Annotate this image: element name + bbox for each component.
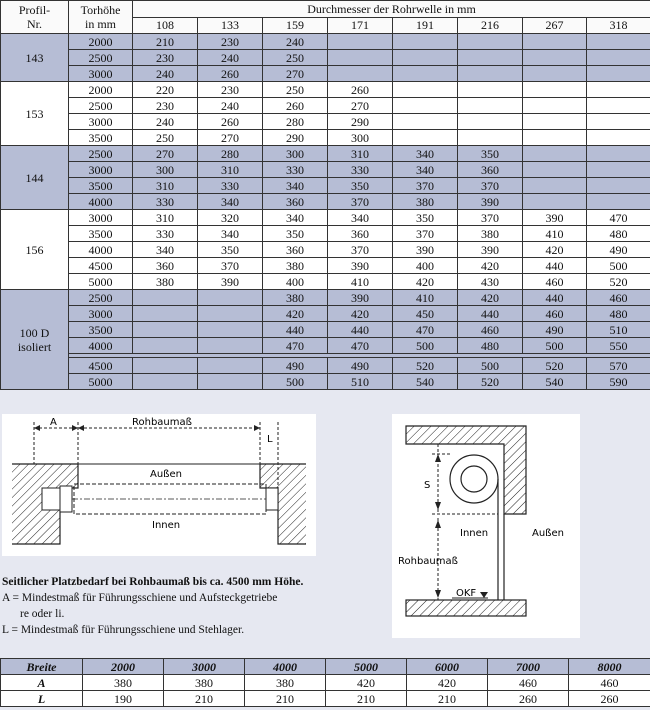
bottom-value-cell: 420: [407, 675, 488, 691]
value-cell: 290: [328, 114, 393, 130]
torhoehe-cell: 3000: [69, 210, 133, 226]
torhoehe-cell: 3500: [69, 322, 133, 338]
value-cell: [328, 66, 393, 82]
value-cell: 460: [458, 322, 523, 338]
profile-cell: [1, 146, 69, 210]
value-cell: 490: [523, 322, 587, 338]
torhoehe-cell: 3000: [69, 114, 133, 130]
value-cell: 310: [133, 178, 198, 194]
table-row: [1, 258, 650, 274]
value-cell: [393, 114, 458, 130]
bottom-header-cell: 4000: [245, 659, 326, 675]
header-diameter: 108: [133, 17, 198, 34]
bottom-value-cell: 380: [83, 675, 164, 691]
header-durchmesser: Durchmesser der Rohrwelle in mm: [133, 1, 650, 18]
value-cell: 510: [587, 322, 650, 338]
value-cell: 330: [263, 162, 328, 178]
bottom-value-cell: 210: [407, 691, 488, 707]
value-cell: 420: [393, 274, 458, 290]
value-cell: 380: [458, 226, 523, 242]
value-cell: 500: [523, 338, 587, 354]
torhoehe-cell: 3500: [69, 226, 133, 242]
value-cell: 490: [263, 358, 328, 374]
value-cell: 230: [198, 34, 263, 50]
value-cell: 380: [393, 194, 458, 210]
torhoehe-cell: 4500: [69, 358, 133, 374]
value-cell: 270: [328, 98, 393, 114]
torhoehe-cell: 5000: [69, 274, 133, 290]
bottom-row-label: L: [1, 691, 83, 707]
value-cell: 370: [198, 258, 263, 274]
table-row: [1, 66, 650, 82]
value-cell: 400: [393, 258, 458, 274]
torhoehe-cell: 3500: [69, 178, 133, 194]
value-cell: 470: [263, 338, 328, 354]
value-cell: [198, 290, 263, 306]
value-cell: 380: [263, 258, 328, 274]
table-row: [1, 130, 650, 146]
table-row: [1, 374, 650, 390]
torhoehe-cell: 2500: [69, 146, 133, 162]
value-cell: 550: [587, 338, 650, 354]
value-cell: [587, 130, 650, 146]
bottom-header-cell: 5000: [326, 659, 407, 675]
label-aussen-right: Außen: [532, 528, 564, 539]
value-cell: 370: [458, 210, 523, 226]
value-cell: 500: [263, 374, 328, 390]
value-cell: 390: [328, 290, 393, 306]
bottom-row-label: A: [1, 675, 83, 691]
label-l: L: [267, 434, 273, 445]
label-aussen: Außen: [150, 469, 182, 480]
value-cell: [393, 66, 458, 82]
value-cell: 270: [198, 130, 263, 146]
value-cell: 340: [263, 178, 328, 194]
torhoehe-cell: 2000: [69, 34, 133, 50]
label-innen: Innen: [152, 520, 181, 531]
label-innen-right: Innen: [460, 528, 489, 539]
bottom-value-cell: 260: [488, 691, 569, 707]
bottom-value-cell: 260: [569, 691, 650, 707]
bottom-value-cell: 190: [83, 691, 164, 707]
value-cell: 300: [133, 162, 198, 178]
value-cell: [587, 194, 650, 210]
value-cell: 340: [328, 210, 393, 226]
profile-label: 143: [25, 50, 44, 65]
value-cell: 390: [458, 194, 523, 210]
note-a-cont: re oder li.: [20, 608, 65, 620]
value-cell: 390: [198, 274, 263, 290]
value-cell: [587, 146, 650, 162]
header-profil: Profil- Nr.: [1, 1, 69, 34]
value-cell: 250: [263, 50, 328, 66]
bottom-header-cell: 7000: [488, 659, 569, 675]
value-cell: [393, 34, 458, 50]
value-cell: 520: [523, 358, 587, 374]
header-diameter: 191: [393, 17, 458, 34]
value-cell: 240: [133, 114, 198, 130]
label-s: S: [424, 480, 431, 491]
header-diameter: 171: [328, 17, 393, 34]
torhoehe-cell: 4000: [69, 194, 133, 210]
value-cell: 500: [458, 358, 523, 374]
value-cell: 240: [133, 66, 198, 82]
value-cell: [523, 162, 587, 178]
value-cell: 300: [328, 130, 393, 146]
value-cell: [133, 338, 198, 354]
value-cell: 410: [328, 274, 393, 290]
value-cell: [133, 322, 198, 338]
value-cell: [523, 178, 587, 194]
value-cell: [198, 358, 263, 374]
value-cell: 500: [393, 338, 458, 354]
value-cell: 350: [393, 210, 458, 226]
value-cell: 290: [263, 130, 328, 146]
header-torhoehe: Torhöhe in mm: [69, 1, 133, 34]
diagram-right: [392, 414, 580, 638]
value-cell: 510: [328, 374, 393, 390]
value-cell: 430: [458, 274, 523, 290]
value-cell: [587, 34, 650, 50]
table-row: [1, 226, 650, 242]
value-cell: [523, 34, 587, 50]
torhoehe-cell: 5000: [69, 374, 133, 390]
table-row: [1, 274, 650, 290]
value-cell: 340: [198, 194, 263, 210]
diagram-left: [2, 414, 316, 556]
value-cell: 380: [133, 274, 198, 290]
table-row: [1, 178, 650, 194]
torhoehe-cell: 3000: [69, 162, 133, 178]
value-cell: [393, 98, 458, 114]
value-cell: [133, 306, 198, 322]
value-cell: 260: [198, 66, 263, 82]
value-cell: 340: [198, 226, 263, 242]
value-cell: 370: [458, 178, 523, 194]
value-cell: [523, 50, 587, 66]
value-cell: [587, 50, 650, 66]
value-cell: 500: [587, 258, 650, 274]
bottom-value-cell: 460: [488, 675, 569, 691]
value-cell: [587, 178, 650, 194]
value-cell: [587, 114, 650, 130]
value-cell: 350: [458, 146, 523, 162]
table-row: [1, 34, 650, 50]
value-cell: 360: [328, 226, 393, 242]
value-cell: 350: [198, 242, 263, 258]
torhoehe-cell: 4000: [69, 242, 133, 258]
value-cell: 420: [458, 290, 523, 306]
note-title: Seitlicher Platzbedarf bei Rohbaumaß bis ca. 4500 mm Höhe.: [2, 576, 304, 588]
table-row: [1, 338, 650, 354]
value-cell: 340: [393, 162, 458, 178]
value-cell: 350: [263, 226, 328, 242]
value-cell: [587, 66, 650, 82]
value-cell: 520: [393, 358, 458, 374]
torhoehe-cell: 2000: [69, 82, 133, 98]
value-cell: [393, 82, 458, 98]
value-cell: 350: [328, 178, 393, 194]
value-cell: 480: [587, 226, 650, 242]
bottom-row: [1, 675, 650, 691]
torhoehe-cell: 3000: [69, 306, 133, 322]
profile-label: 144: [25, 170, 44, 185]
value-cell: 260: [198, 114, 263, 130]
value-cell: 330: [328, 162, 393, 178]
table-row: [1, 322, 650, 338]
value-cell: 390: [328, 258, 393, 274]
value-cell: [133, 358, 198, 374]
value-cell: 460: [523, 306, 587, 322]
torhoehe-cell: 2500: [69, 98, 133, 114]
value-cell: [523, 130, 587, 146]
value-cell: 450: [393, 306, 458, 322]
value-cell: 380: [263, 290, 328, 306]
torhoehe-cell: 4500: [69, 258, 133, 274]
table-row: [1, 306, 650, 322]
label-a: A: [50, 417, 57, 428]
profile-label: isoliert: [17, 339, 52, 354]
value-cell: 520: [458, 374, 523, 390]
value-cell: 480: [458, 338, 523, 354]
bottom-header-cell: 6000: [407, 659, 488, 675]
header-diameter: 159: [263, 17, 328, 34]
value-cell: 310: [133, 210, 198, 226]
torhoehe-cell: 3500: [69, 130, 133, 146]
value-cell: [523, 146, 587, 162]
table-row: [1, 162, 650, 178]
value-cell: 420: [263, 306, 328, 322]
label-rohbaumass-right: Rohbaumaß: [398, 556, 458, 567]
profile-label: 156: [25, 242, 44, 257]
platzbedarf-table: [0, 658, 650, 707]
value-cell: 460: [587, 290, 650, 306]
table-row: [1, 210, 650, 226]
value-cell: [133, 374, 198, 390]
value-cell: 360: [458, 162, 523, 178]
value-cell: 570: [587, 358, 650, 374]
value-cell: [198, 322, 263, 338]
profile-cell: [1, 290, 69, 390]
note-l: L = Mindestmaß für Führungsschiene und Stehlager.: [2, 624, 245, 636]
label-okf: OKF: [456, 588, 477, 599]
notes: [2, 574, 303, 638]
value-cell: [393, 50, 458, 66]
header-diameter: 216: [458, 17, 523, 34]
value-cell: 460: [523, 274, 587, 290]
value-cell: 220: [133, 82, 198, 98]
table-row: [1, 50, 650, 66]
value-cell: 420: [458, 258, 523, 274]
torhoehe-cell: 2500: [69, 50, 133, 66]
profile-label: 100 D: [19, 325, 50, 340]
value-cell: 230: [133, 50, 198, 66]
torhoehe-cell: 3000: [69, 66, 133, 82]
value-cell: 280: [263, 114, 328, 130]
value-cell: 480: [587, 306, 650, 322]
bottom-value-cell: 210: [164, 691, 245, 707]
value-cell: 420: [523, 242, 587, 258]
value-cell: 330: [133, 226, 198, 242]
value-cell: [328, 50, 393, 66]
value-cell: 470: [393, 322, 458, 338]
bottom-value-cell: 380: [245, 675, 326, 691]
value-cell: [523, 82, 587, 98]
value-cell: 370: [328, 194, 393, 210]
header-diameter: 267: [523, 17, 587, 34]
value-cell: 240: [263, 34, 328, 50]
value-cell: [198, 338, 263, 354]
value-cell: 440: [523, 290, 587, 306]
value-cell: 240: [198, 98, 263, 114]
value-cell: [587, 98, 650, 114]
value-cell: 410: [523, 226, 587, 242]
value-cell: 230: [133, 98, 198, 114]
value-cell: 490: [328, 358, 393, 374]
value-cell: 230: [198, 82, 263, 98]
profile-cell: [1, 82, 69, 146]
profile-cell: [1, 210, 69, 290]
torhoehe-cell: 4000: [69, 338, 133, 354]
value-cell: [458, 98, 523, 114]
value-cell: 270: [263, 66, 328, 82]
table-row: [1, 146, 650, 162]
value-cell: 340: [393, 146, 458, 162]
value-cell: 420: [328, 306, 393, 322]
value-cell: [328, 34, 393, 50]
value-cell: 440: [523, 258, 587, 274]
value-cell: [458, 82, 523, 98]
value-cell: 470: [328, 338, 393, 354]
bottom-value-cell: 210: [326, 691, 407, 707]
value-cell: 370: [393, 226, 458, 242]
label-rohbaumass: Rohbaumaß: [132, 417, 192, 428]
value-cell: 260: [328, 82, 393, 98]
value-cell: 260: [263, 98, 328, 114]
value-cell: [523, 98, 587, 114]
value-cell: [198, 306, 263, 322]
value-cell: [393, 130, 458, 146]
value-cell: 360: [133, 258, 198, 274]
value-cell: 340: [133, 242, 198, 258]
value-cell: 330: [198, 178, 263, 194]
value-cell: [198, 374, 263, 390]
table-row: [1, 358, 650, 374]
value-cell: 300: [263, 146, 328, 162]
bottom-value-cell: 460: [569, 675, 650, 691]
value-cell: 590: [587, 374, 650, 390]
bottom-header-row: [1, 659, 650, 675]
value-cell: 540: [393, 374, 458, 390]
value-cell: 410: [393, 290, 458, 306]
bottom-header-cell: 3000: [164, 659, 245, 675]
bottom-value-cell: 210: [245, 691, 326, 707]
value-cell: [458, 130, 523, 146]
value-cell: 340: [263, 210, 328, 226]
value-cell: 320: [198, 210, 263, 226]
profile-label: 153: [25, 106, 44, 121]
value-cell: 250: [133, 130, 198, 146]
value-cell: [133, 290, 198, 306]
value-cell: 370: [328, 242, 393, 258]
value-cell: [587, 82, 650, 98]
table-row: [1, 82, 650, 98]
bottom-value-cell: 420: [326, 675, 407, 691]
header-diameter: 133: [198, 17, 263, 34]
value-cell: 240: [198, 50, 263, 66]
value-cell: [523, 194, 587, 210]
torhoehe-cell: 2500: [69, 290, 133, 306]
value-cell: 370: [393, 178, 458, 194]
value-cell: 390: [523, 210, 587, 226]
bottom-row: [1, 691, 650, 707]
value-cell: 520: [587, 274, 650, 290]
bottom-header-cell: 2000: [83, 659, 164, 675]
value-cell: 210: [133, 34, 198, 50]
value-cell: 440: [328, 322, 393, 338]
value-cell: 470: [587, 210, 650, 226]
value-cell: 390: [393, 242, 458, 258]
value-cell: 310: [328, 146, 393, 162]
bottom-value-cell: 380: [164, 675, 245, 691]
note-a: A = Mindestmaß für Führungsschiene und Aufsteckgetriebe: [2, 592, 278, 604]
value-cell: 280: [198, 146, 263, 162]
value-cell: 270: [133, 146, 198, 162]
bottom-header-cell: Breite: [1, 659, 83, 675]
bottom-header-cell: 8000: [569, 659, 650, 675]
value-cell: 330: [133, 194, 198, 210]
value-cell: [523, 114, 587, 130]
value-cell: 360: [263, 242, 328, 258]
value-cell: 440: [263, 322, 328, 338]
value-cell: 490: [587, 242, 650, 258]
profile-cell: [1, 34, 69, 82]
value-cell: [587, 162, 650, 178]
value-cell: 250: [263, 82, 328, 98]
value-cell: [523, 66, 587, 82]
table-row: [1, 98, 650, 114]
table-row: [1, 242, 650, 258]
value-cell: [458, 114, 523, 130]
value-cell: 360: [263, 194, 328, 210]
value-cell: [458, 66, 523, 82]
value-cell: [458, 50, 523, 66]
value-cell: 310: [198, 162, 263, 178]
value-cell: 540: [523, 374, 587, 390]
table-row: [1, 290, 650, 306]
value-cell: 390: [458, 242, 523, 258]
value-cell: 400: [263, 274, 328, 290]
value-cell: 440: [458, 306, 523, 322]
value-cell: [458, 34, 523, 50]
table-row: [1, 114, 650, 130]
header-diameter: 318: [587, 17, 650, 34]
table-row: [1, 194, 650, 210]
